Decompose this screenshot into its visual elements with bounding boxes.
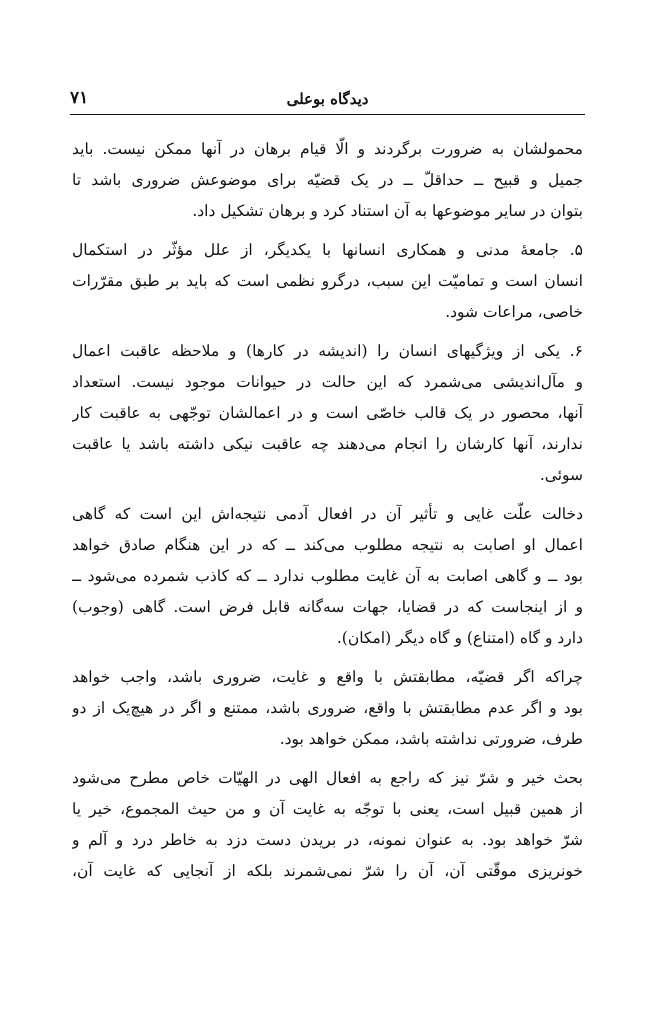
text-line: آنها، محصور در یک قالب خاصّی است و در اعمالشان توجّهی به عاقبت کار: [72, 404, 583, 422]
text-line: دخالت علّت غایی و تأثیر آن در افعال آدمی نتیجه‌اش این است که گاهی: [72, 505, 583, 523]
paragraph-gap: [72, 654, 583, 662]
text-line: از همین قبیل است، یعنی با توجّه به غایت آن و من حیث المجموع، خیر یا: [72, 800, 583, 818]
paragraph-gap: [72, 328, 583, 336]
text-line: شرّ خواهد بود. به عنوان نمونه، در بریدن دست دزد به خاطر درد و آلم و: [72, 831, 583, 849]
text-line: ۵. جامعهٔ مدنی و همکاری انسانها با یکدیگر، از علل مؤثّر در استکمال: [72, 241, 583, 259]
text-line: و مآل‌اندیشی می‌شمرد که این حالت در حیوانات موجود نیست. استعداد: [72, 373, 583, 391]
paragraph: [72, 336, 583, 491]
paragraph: [72, 499, 583, 654]
paragraph: [72, 235, 583, 328]
body-text: [72, 134, 583, 887]
paragraph-gap: [72, 227, 583, 235]
text-line: بود و اگر عدم مطابقتش با واقع، ضروری باشد، ممتنع و اگر در هیچ‌یک از دو: [72, 699, 583, 717]
text-line: بحث خیر و شرّ نیز که راجع به افعال الهی در الهیّات خاص مطرح می‌شود: [72, 769, 583, 787]
paragraph-gap: [72, 491, 583, 499]
text-line: ۶. یکی از ویژگیهای انسان را (اندیشه در کارها) و ملاحظه عاقبت اعمال: [72, 342, 583, 360]
text-line: اعمال او اصابت به نتیجه مطلوب می‌کند ــ که در این هنگام صادق خواهد: [72, 536, 583, 554]
paragraph: [72, 662, 583, 755]
page-header: [70, 88, 585, 115]
paragraph-gap: [72, 755, 583, 763]
text-line: و از اینجاست که در قضایا، جهات سه‌گانه قابل فرض است. گاهی (وجوب): [72, 598, 583, 616]
text-line: بود ــ و گاهی اصابت به آن غایت مطلوب ندارد ــ که کاذب شمرده می‌شود ــ: [72, 567, 583, 585]
text-line: سوئی.: [539, 466, 583, 484]
page-number: ۷۱: [70, 88, 89, 108]
text-line: انسان است و تمامیّت این سبب، درگرو نظمی است که باید بر طبق مقرّرات: [72, 272, 583, 290]
text-line: چراکه اگر قضیّه، مطابقتش با واقع و غایت، ضروری باشد، واجب خواهد: [72, 668, 583, 686]
paragraph: [72, 763, 583, 887]
text-line: طرف، ضرورتی نداشته باشد، ممکن خواهد بود.: [279, 730, 583, 748]
text-line: محمولشان به ضرورت برگردند و الّا قیام برهان در آنها ممکن نیست. باید: [72, 140, 583, 158]
paragraph: [72, 134, 583, 227]
text-line: جمیل و قبیح ــ حداقلّ ــ در یک قضیّه برای موضوعش ضروری باشد تا: [72, 171, 583, 189]
text-line: بتوان در سایر موضوعها به آن استناد کرد و برهان تشکیل داد.: [192, 202, 583, 220]
running-title: دیدگاه بوعلی: [286, 90, 369, 108]
text-line: خونریزی موقّتی آن، آن را شرّ نمی‌شمرند بلکه از آنجایی که غایت آن،: [72, 862, 583, 880]
text-line: خاصی، مراعات شود.: [445, 303, 583, 321]
text-line: دارد و گاه (امتناع) و گاه دیگر (امکان).: [336, 629, 583, 647]
text-line: ندارند، آنها کارشان را انجام می‌دهند چه عاقبت نیکی داشته باشد یا عاقبت: [72, 435, 583, 453]
